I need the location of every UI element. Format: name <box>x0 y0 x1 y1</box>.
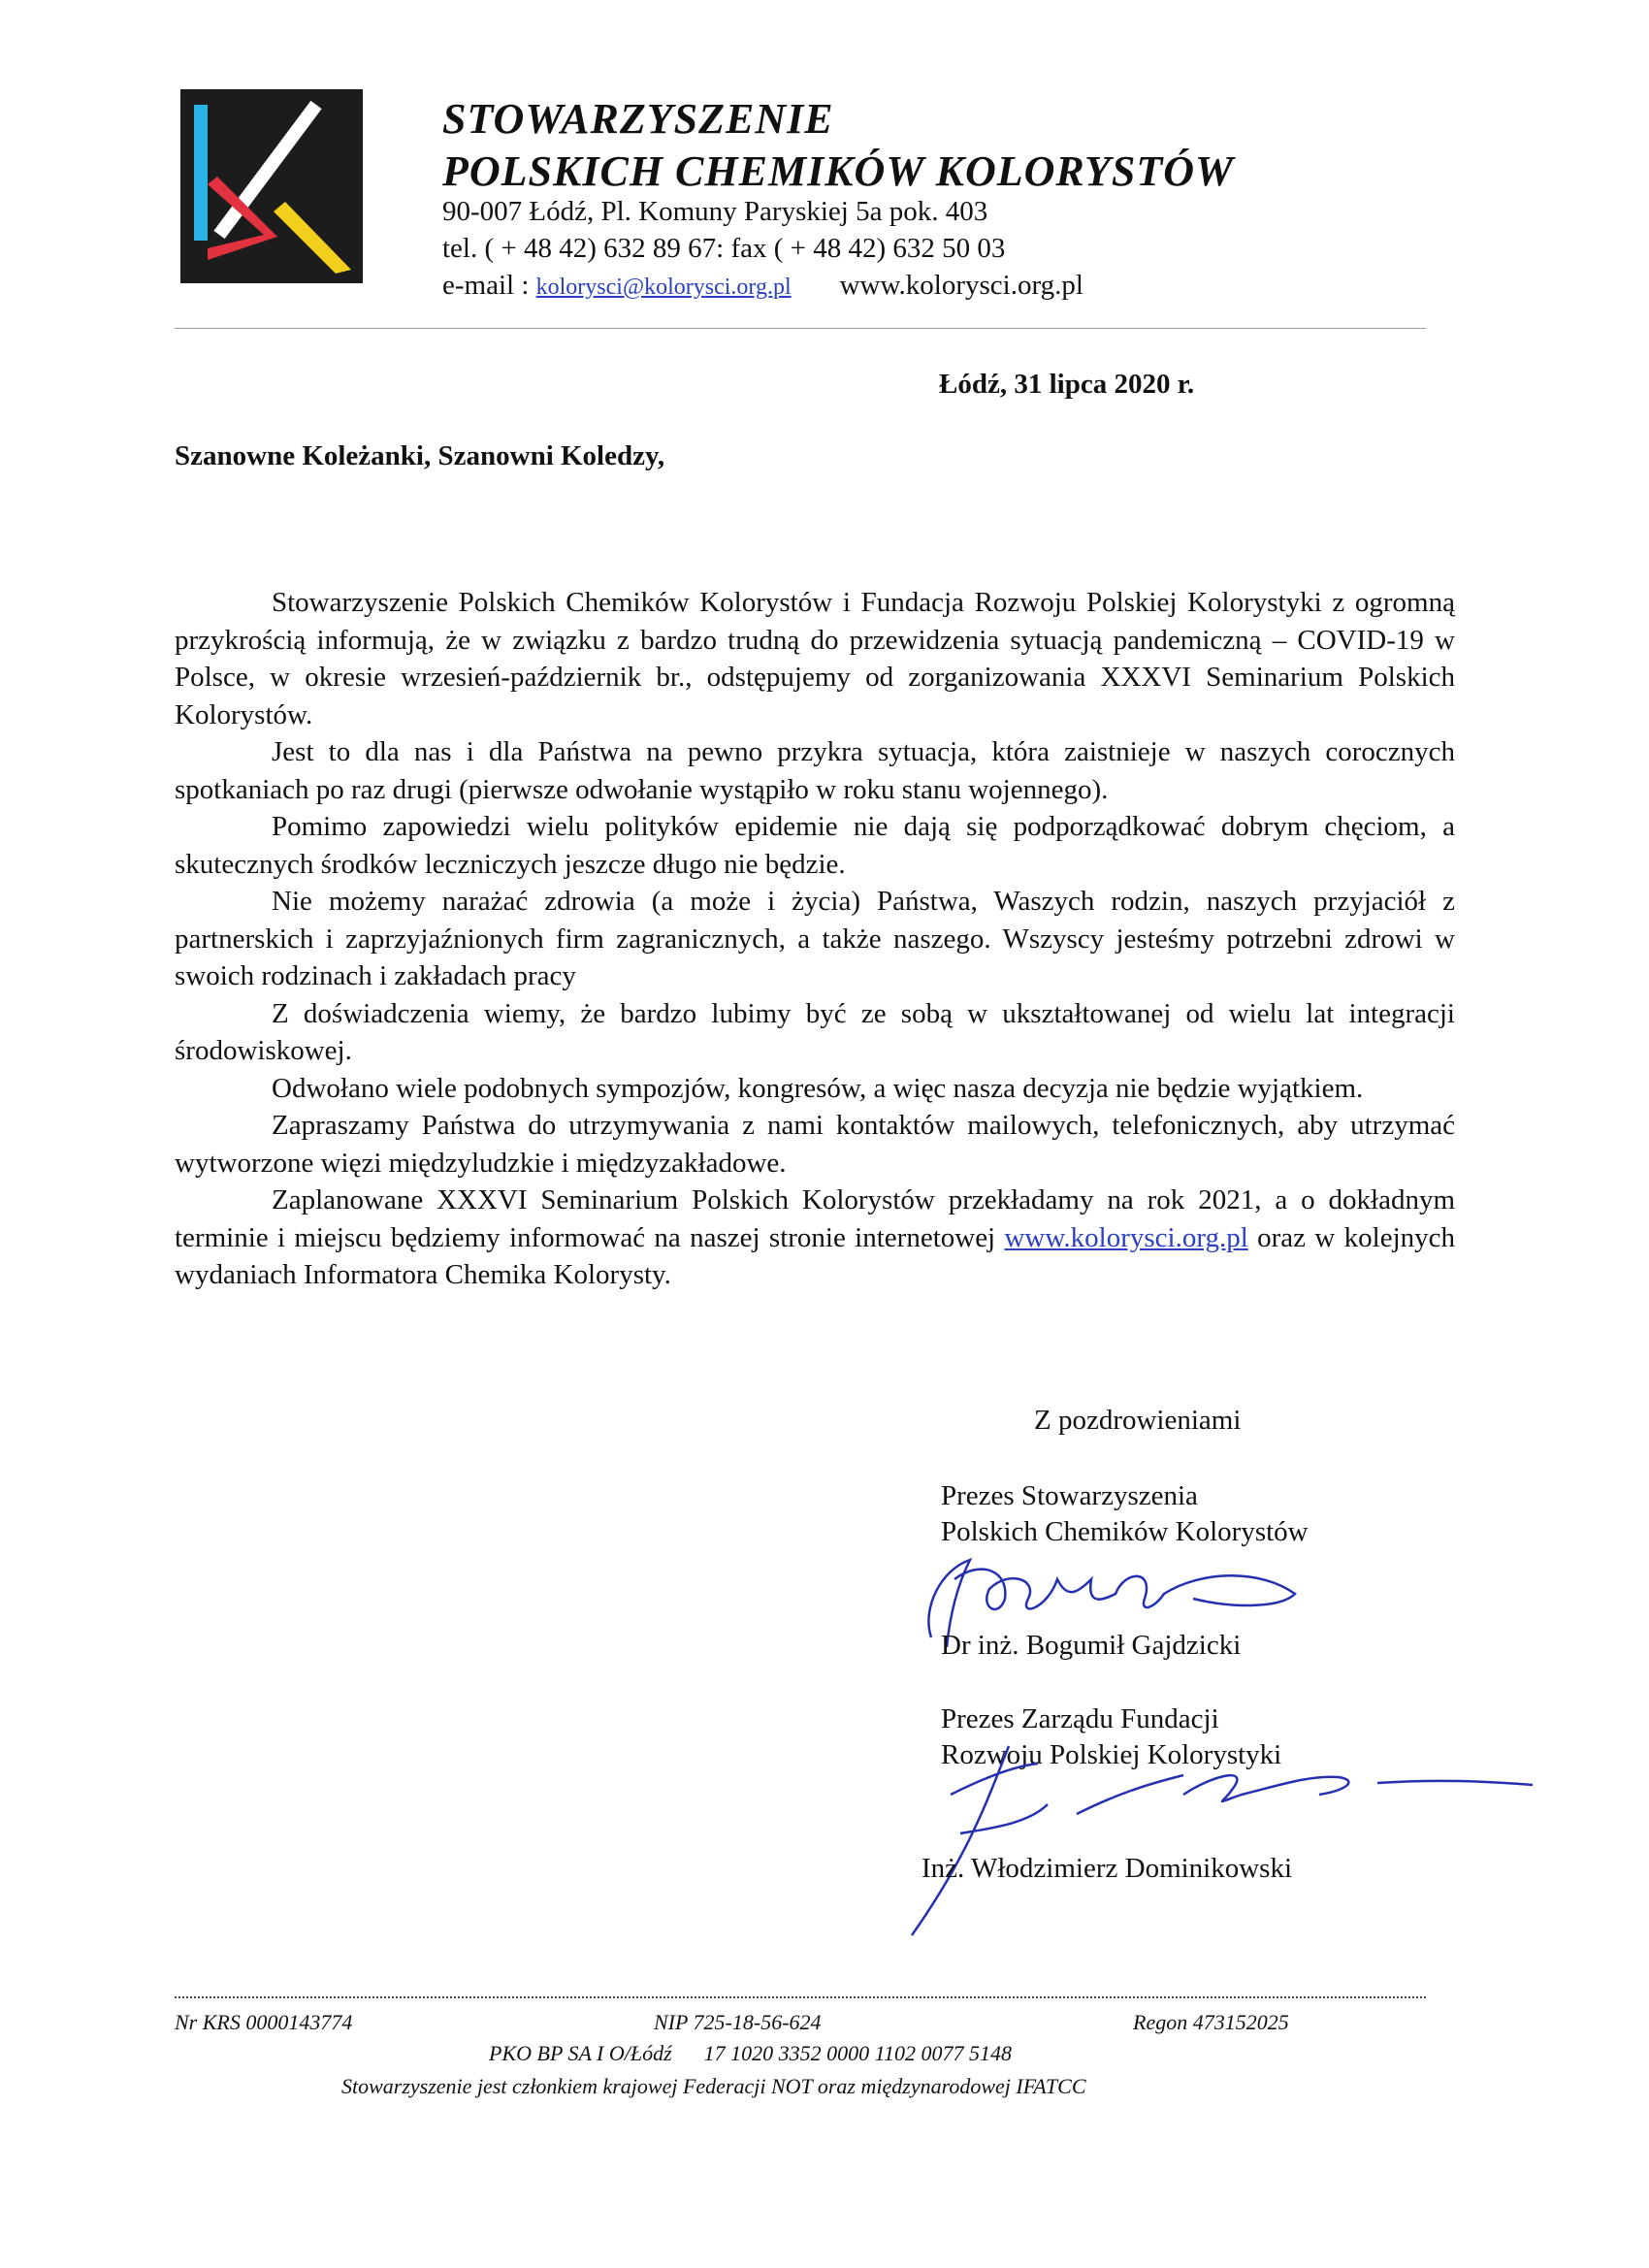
footer-membership: Stowarzyszenie jest członkiem krajowej Federacji NOT oraz międzynarodowej IFATCC <box>341 2074 1086 2098</box>
paragraph: Nie możemy narażać zdrowia (a może i życia) Państwa, Waszych rodzin, naszych przyjaciół z partnerskich i zaprzyjaźnionych firm zagranicznych, a także naszego. Wszyscy jesteśmy potrzebni zdrowi w swoich rodzinach i zakładach pracy <box>175 886 1455 991</box>
footer-bank: PKO BP SA I O/Łódź 17 1020 3352 0000 1102 0077 5148 <box>489 2041 1013 2065</box>
paragraph: Jest to dla nas i dla Państwa na pewno przykra sytuacja, która zaistnieje w naszych corocznych spotkaniach po raz drugi (pierwsze odwołanie wystąpiło w roku stanu wojennego). <box>175 736 1455 805</box>
org-phone: tel. ( + 48 42) 632 89 67: fax ( + 48 42) 632 50 03 <box>442 233 1006 264</box>
org-name <box>442 93 1234 198</box>
signer1-name: Dr inż. Bogumił Gajdzicki <box>941 1630 1242 1661</box>
letter-date: Łódź, 31 lipca 2020 r. <box>939 369 1195 400</box>
org-name-line1: STOWARZYSZENIE <box>442 95 834 143</box>
signer1-role-line1: Prezes Stowarzyszenia <box>941 1480 1198 1511</box>
signer2-name: Inż. Włodzimierz Dominikowski <box>922 1853 1293 1884</box>
header-divider <box>175 328 1426 329</box>
closing-regards: Z pozdrowieniami <box>1034 1405 1242 1436</box>
paragraph: Pomimo zapowiedzi wielu polityków epidemie nie dają się podporządkować dobrym chęciom, a skutecznych środków leczniczych jeszcze długo nie będzie. <box>175 811 1455 880</box>
signer1-role-line2: Polskich Chemików Kolorystów <box>941 1516 1309 1547</box>
website-text[interactable]: www.kolorysci.org.pl <box>839 270 1083 301</box>
association-logo <box>180 89 363 283</box>
signer1-role <box>941 1478 1309 1550</box>
paragraph: Stowarzyszenie Polskich Chemików Kolorystów i Fundacja Rozwoju Polskiej Kolorystyki z ogromną przykrością informują, że w związku z bardzo trudną do przewidzenia sytuacją pandemiczną – COVID-19 w Polsce, w okresie wrzesień-październik br., odstępujemy od zorganizowania XXXVI Seminarium Polskich Kolorystów. <box>175 587 1455 730</box>
paragraph-last-text: Zaplanowane XXXVI Seminarium Polskich Kolorystów przekładamy na rok 2021, a o dokładnym terminie i miejscu będziemy informować na naszej stronie internetowej <box>175 1184 1455 1253</box>
org-name-line2: POLSKICH CHEMIKÓW KOLORYSTÓW <box>442 147 1235 195</box>
org-contact <box>442 268 1083 305</box>
signer2-role-line2: Rozwoju Polskiej Kolorystyki <box>941 1739 1282 1770</box>
org-address: 90-007 Łódź, Pl. Komuny Paryskiej 5a pok. 403 <box>442 196 988 227</box>
footer-krs: Nr KRS 0000143774 <box>175 2010 353 2034</box>
paragraph: Zapraszamy Państwa do utrzymywania z nami kontaktów mailowych, telefonicznych, aby utrzymać wytworzone więzi międzyludzkie i międzyzakładowe. <box>175 1110 1455 1179</box>
website-link[interactable]: www.kolorysci.org.pl <box>1004 1221 1248 1253</box>
paragraph: Odwołano wiele podobnych sympozjów, kongresów, a więc nasza decyzja nie będzie wyjątkiem. <box>272 1072 1364 1104</box>
email-link[interactable]: kolorysci@kolorysci.org.pl <box>535 275 792 300</box>
email-label: e-mail : <box>442 270 536 301</box>
signer2-role-line1: Prezes Zarządu Fundacji <box>941 1703 1219 1734</box>
footer-regon: Regon 473152025 <box>1133 2010 1289 2034</box>
paragraph-last-tail: oraz w kolejnych wydaniach Informatora Chemika Kolorysty. <box>175 1221 1456 1290</box>
signature-dominikowski <box>892 1736 1542 1940</box>
footer-nip: NIP 725-18-56-624 <box>654 2010 822 2034</box>
salutation: Szanowne Koleżanki, Szanowni Koledzy, <box>175 440 665 471</box>
footer-divider <box>175 1996 1426 1998</box>
paragraph: Z doświadczenia wiemy, że bardzo lubimy być ze sobą w ukształtowanej od wielu lat integracji środowiskowej. <box>175 997 1455 1066</box>
paragraph-last <box>175 1182 1455 1294</box>
letter-body <box>175 584 1455 1294</box>
